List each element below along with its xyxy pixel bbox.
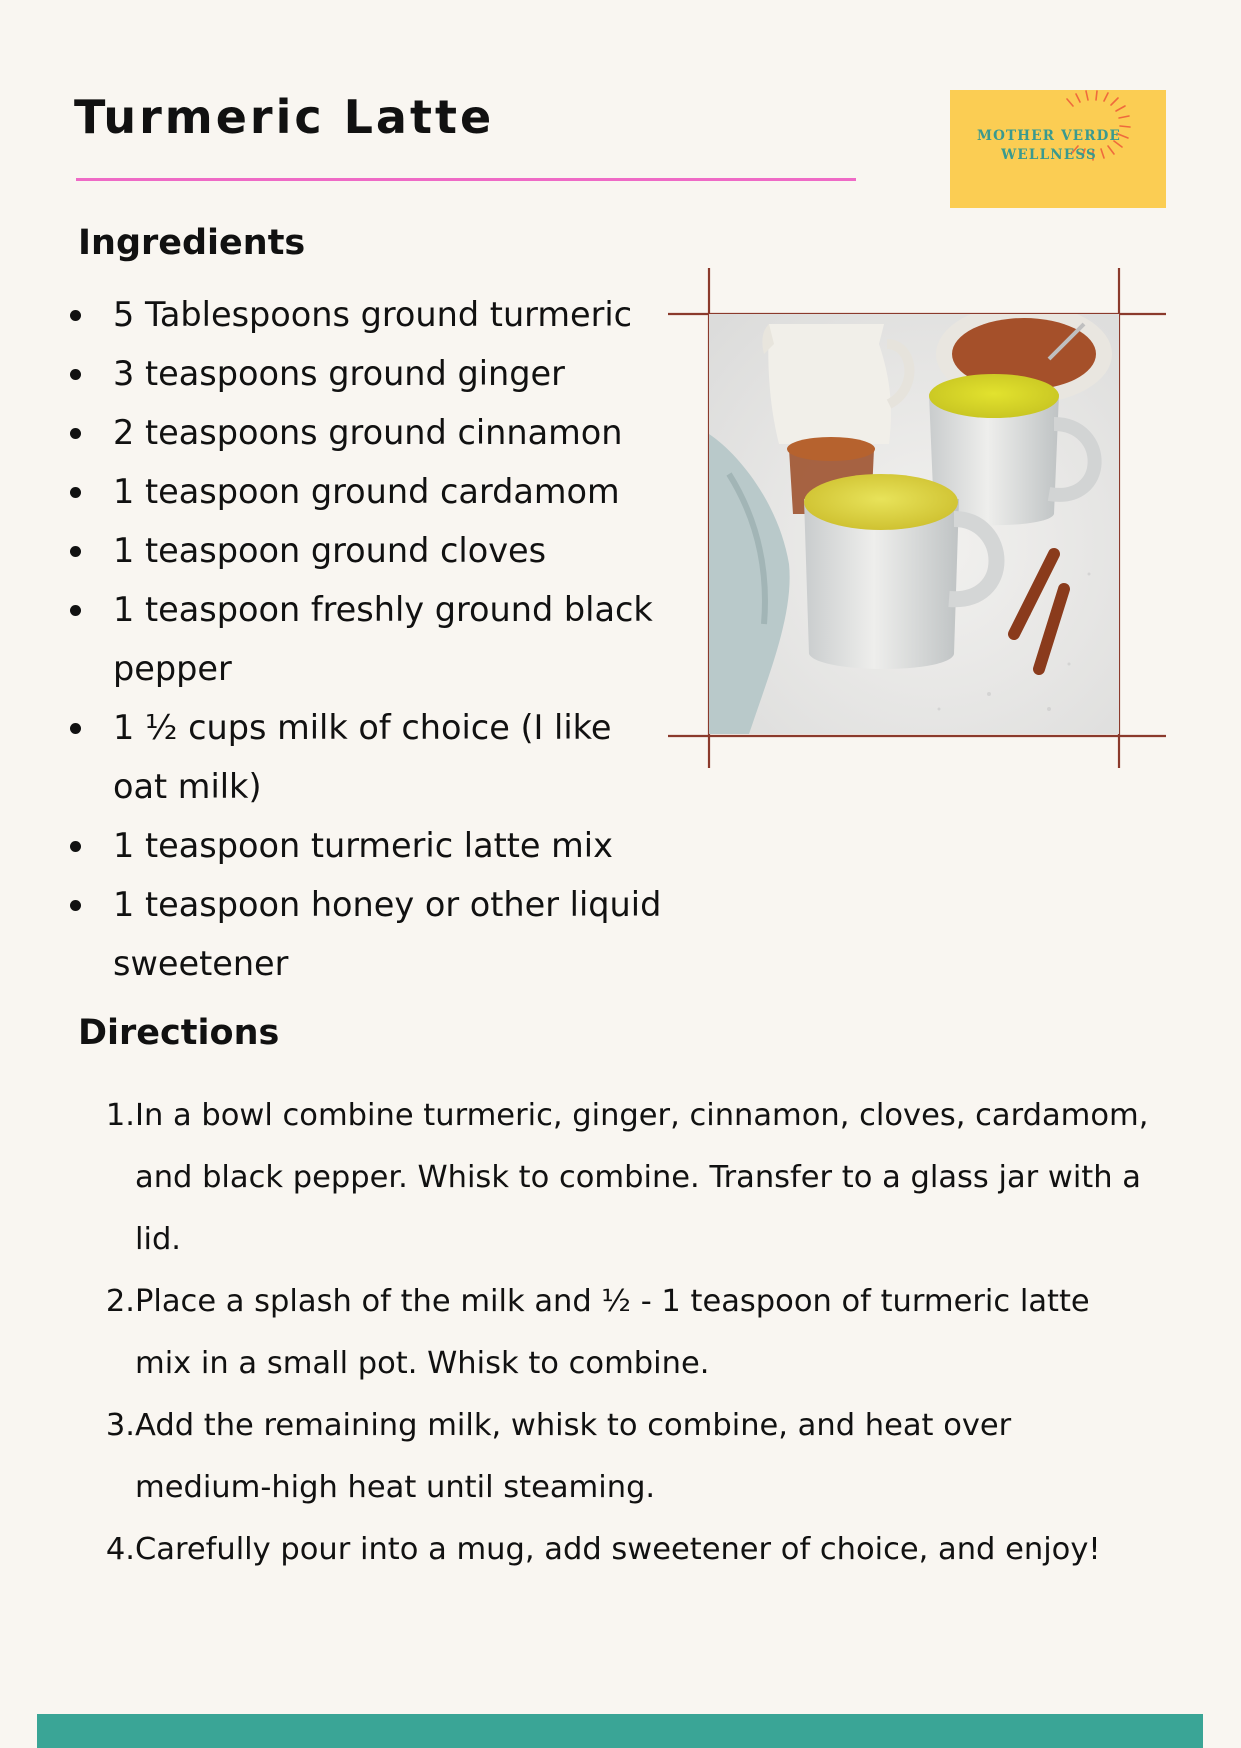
step-number: 4. bbox=[105, 1532, 135, 1567]
directions-heading: Directions bbox=[78, 1013, 280, 1053]
footer-bar bbox=[37, 1714, 1203, 1748]
direction-step bbox=[90, 1395, 1150, 1519]
step-text: Carefully pour into a mug, add sweetener of choice, and enjoy! bbox=[135, 1532, 1101, 1567]
step-text: Place a splash of the milk and ½ - 1 teaspoon of turmeric latte mix in a small pot. Whisk to combine. bbox=[135, 1284, 1090, 1381]
ingredient-item: 1 ½ cups milk of choice (I like oat milk) bbox=[68, 698, 668, 816]
step-text: In a bowl combine turmeric, ginger, cinnamon, cloves, cardamom, and black pepper. Whisk to combine. Transfer to a glass jar with a lid. bbox=[135, 1098, 1149, 1257]
direction-step bbox=[90, 1085, 1150, 1271]
page-title: Turmeric Latte bbox=[74, 90, 495, 144]
ingredients-list bbox=[68, 285, 668, 993]
step-number: 3. bbox=[105, 1408, 135, 1443]
step-number: 2. bbox=[105, 1284, 135, 1319]
ingredients-heading: Ingredients bbox=[78, 223, 306, 263]
ingredient-item: 5 Tablespoons ground turmeric bbox=[68, 285, 668, 344]
step-number: 1. bbox=[105, 1098, 135, 1133]
ingredient-item: 2 teaspoons ground cinnamon bbox=[68, 403, 668, 462]
logo-line-2: WELLNESS bbox=[1001, 147, 1097, 163]
direction-step bbox=[90, 1271, 1150, 1395]
ingredient-item: 1 teaspoon honey or other liquid sweetener bbox=[68, 875, 668, 993]
brand-logo bbox=[950, 90, 1166, 208]
ingredient-item: 1 teaspoon freshly ground black pepper bbox=[68, 580, 668, 698]
ingredient-item: 3 teaspoons ground ginger bbox=[68, 344, 668, 403]
title-divider bbox=[76, 178, 856, 181]
ingredient-item: 1 teaspoon ground cardamom bbox=[68, 462, 668, 521]
ingredient-item: 1 teaspoon ground cloves bbox=[68, 521, 668, 580]
step-text: Add the remaining milk, whisk to combine, and heat over medium-high heat until steaming. bbox=[135, 1408, 1012, 1505]
photo-frame bbox=[668, 268, 1166, 768]
directions-list bbox=[90, 1085, 1150, 1581]
direction-step bbox=[90, 1519, 1150, 1581]
logo-line-1: MOTHER VERDE bbox=[976, 128, 1122, 144]
turmeric-latte-photo bbox=[709, 314, 1119, 734]
ingredient-item: 1 teaspoon turmeric latte mix bbox=[68, 816, 668, 875]
